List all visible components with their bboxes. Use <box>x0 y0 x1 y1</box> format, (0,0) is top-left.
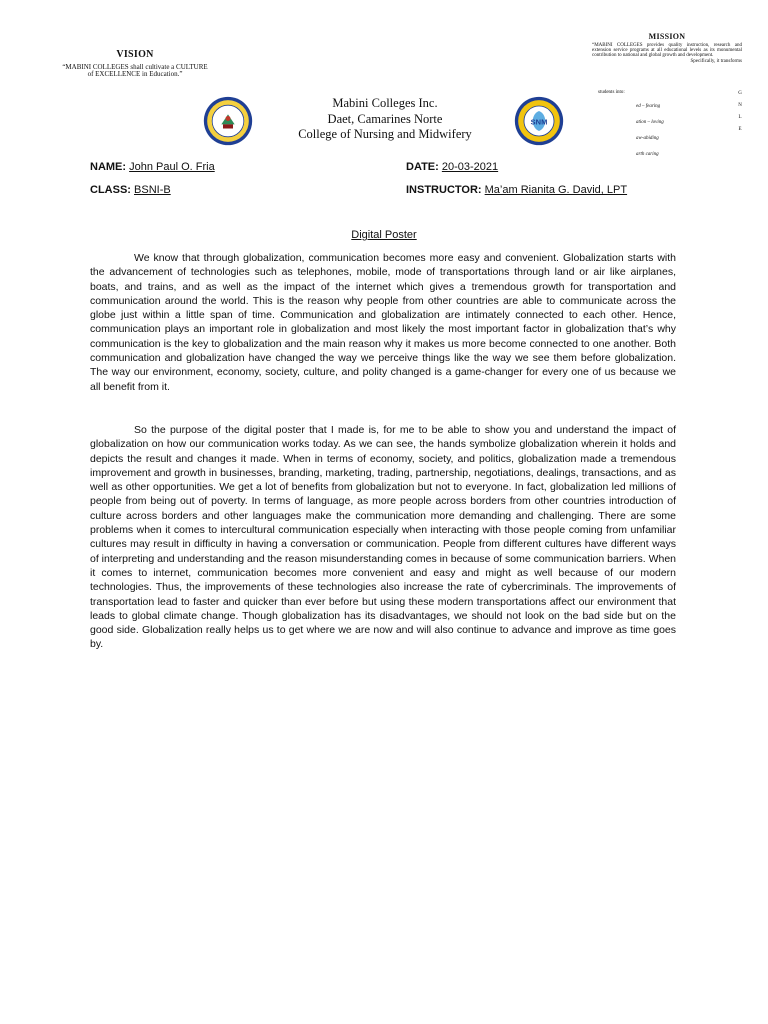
mabini-colleges-seal-logo <box>203 96 253 146</box>
instructor-field <box>406 184 627 196</box>
mission-letter: L <box>738 115 742 120</box>
class-label: CLASS: <box>90 184 131 196</box>
vision-statement: “MABINI COLLEGES shall cultivate a CULTURE of EXCELLENCE in Education.” <box>62 62 208 78</box>
vision-title: VISION <box>116 49 154 60</box>
date-label: DATE: <box>406 161 439 173</box>
class-value: BSNI-B <box>134 184 171 196</box>
vision-block <box>60 50 210 78</box>
date-value: 20-03-2021 <box>441 161 499 173</box>
document-title: Digital Poster <box>351 229 417 241</box>
body-paragraph-1: We know that through globalization, communication becomes more easy and convenient. Globalization starts with the advancement of technologies such as telephones, mobile, mode of transportations through land or air like airplanes, boats, and trains, and as well as the impact of the internet which gives a tremendous growth for transportation and communication around the world. This is the reason why people from other countries are able to communicate across the globe just within a little span of time. Communication and globalization are intimately connected to each other. Hence, communication plays an important role in globalization and most likely the most important factor in globalization that’s why communication is the key to globalization and the main reason why it makes us more become connected to one another. Both communication and globalization have changed the way we perceive things like the way we see them before globalization. The way our environment, economy, society, culture, and polity changed is a game-changer for every one of us because we all benefit from it. <box>90 252 676 393</box>
instructor-label: INSTRUCTOR: <box>406 184 482 196</box>
date-field <box>406 161 498 173</box>
mission-list-item: ed – fearing <box>636 104 661 109</box>
class-field <box>90 184 171 196</box>
mission-block <box>592 33 742 65</box>
mission-specifically: Specifically, it transforms <box>690 59 742 65</box>
mission-list-item: arth caring <box>636 152 659 157</box>
mission-letters <box>735 88 745 136</box>
mission-list-item: aw-abiding <box>636 136 659 141</box>
mission-statement: “MABINI COLLEGES provides quality instruction, research and extension service programs at all educational levels as its monumental contribution to national and global growth and development. <box>592 43 742 59</box>
body-paragraph-2: So the purpose of the digital poster that I made is, for me to be able to show you and understand the impact of globalization on how our communication works today. As we can see, the hands symbolize globalization wherein it holds and depicts the result and changes it made. When in terms of economy, society, and politics, globalization made a tremendous improvement and growth in businesses, branding, marketing, trading, partnership, negotiations, dealings, transactions, and as well as other opportunities. We get a lot of benefits from globalization but not to everyone. In fact, globalization led millions of people from being out of poverty. In terms of language, as more people across borders from other countries introduction of culture across borders and other languages make the communication more demanding and challenging. There are some problems when it comes to intercultural communication especially when interacting with those people coming from unfamiliar cultures may result in difficulty in having a conversation or communication. People from different cultures have different ways of interpreting and understanding and the reason misunderstanding comes in because of some communication barriers. When it comes to internet, communication becomes more convenient and easy and might as well because of our modern technologies. Thus, the improvements of these technologies also increase the rate of cybercriminals. The improvements of transportation lead to faster and quicker than ever before but using these modern transportations affect our environment that leads to global climate change. Though globalization has its disadvantages, we should not look on the bad side but on the good side. Globalization really helps us to get where we are now and will also continue to advance and improve as time goes by. <box>90 424 677 651</box>
instructor-value: Ma’am Rianita G. David, LPT <box>484 184 628 196</box>
mission-letter: E <box>738 127 742 132</box>
mission-letter: G <box>738 91 742 96</box>
mission-list-item: ation – loving <box>636 120 664 125</box>
mission-letter: N <box>738 103 742 108</box>
mission-list-item: students into: <box>598 90 625 95</box>
name-value: John Paul O. Fria <box>129 161 215 173</box>
mission-title: MISSION <box>648 32 686 41</box>
nursing-seal-logo <box>514 96 564 146</box>
mission-list <box>598 87 708 163</box>
school-name: Mabini Colleges Inc. <box>332 96 438 110</box>
name-field <box>90 161 215 173</box>
seal-center-text: SNM <box>530 117 548 127</box>
school-college: College of Nursing and Midwifery <box>298 127 472 142</box>
school-address: Daet, Camarines Norte <box>327 111 443 126</box>
school-header <box>250 96 520 143</box>
name-label: NAME: <box>90 161 127 173</box>
